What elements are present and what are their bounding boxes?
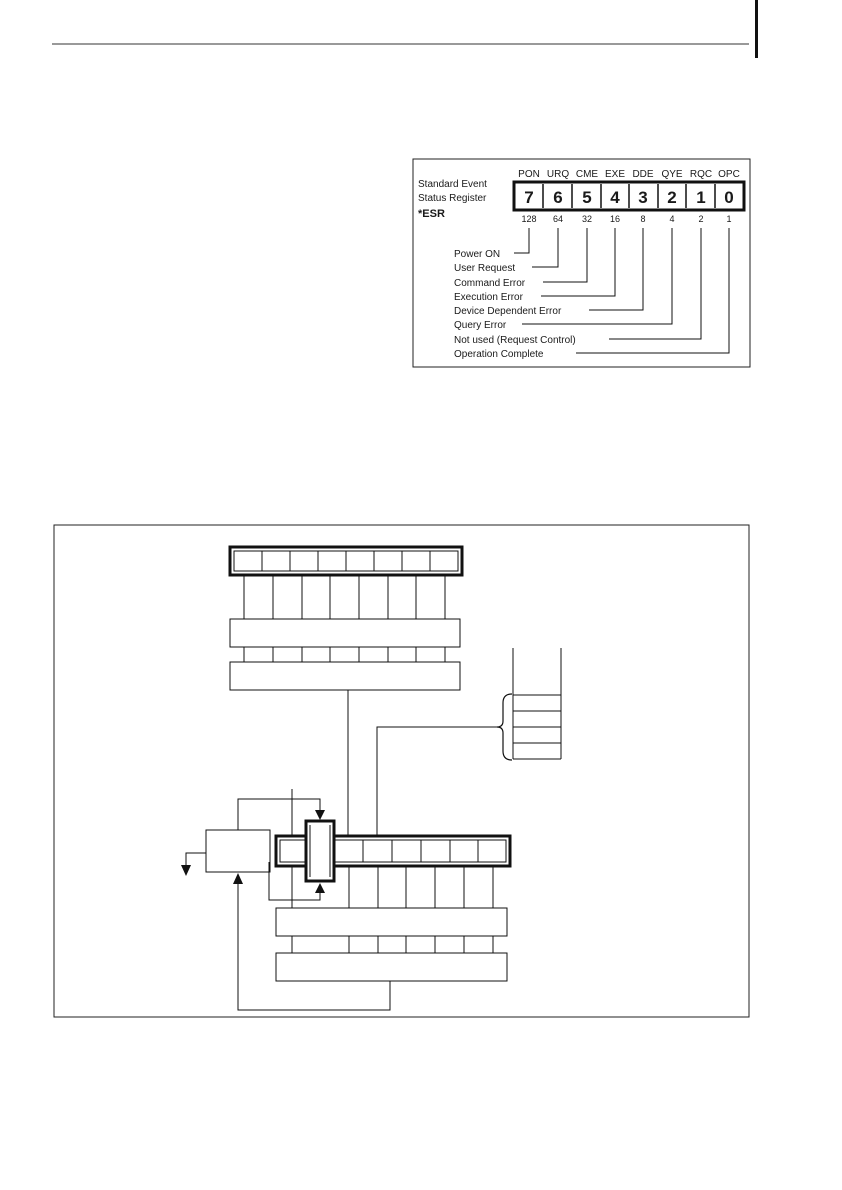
event-status-register	[230, 547, 462, 836]
esr-bit-5	[661, 169, 682, 224]
esr-bit-0	[518, 169, 540, 224]
register-bus-lines	[244, 575, 445, 619]
bit-weight: 128	[521, 214, 537, 224]
srq-output-line	[186, 853, 206, 866]
legend-user-request: User Request	[454, 263, 516, 274]
bit-number: 5	[582, 188, 592, 207]
register-model-diagram	[54, 525, 749, 1017]
and-gate-lines	[244, 647, 445, 662]
legend-operation-complete: Operation Complete	[454, 349, 544, 360]
bit-mnemonic: PON	[518, 169, 540, 180]
srq-generator-block	[206, 830, 270, 872]
esr-title-line-1: Standard Event	[418, 179, 487, 190]
bit-weight: 4	[669, 214, 675, 224]
bit-number: 2	[667, 188, 677, 207]
bit-weight: 16	[609, 214, 621, 224]
leader-line	[541, 228, 615, 296]
legend-not-used: Not used (Request Control)	[454, 335, 576, 346]
esr-bit-2	[576, 169, 599, 224]
logical-or-block	[230, 662, 460, 690]
leader-line	[514, 228, 529, 253]
arrow-head-srq	[181, 865, 191, 876]
esr-command-label: *ESR	[418, 208, 445, 220]
legend-power-on: Power ON	[454, 249, 501, 260]
bit-number: 6	[553, 188, 563, 207]
bit-weight: 2	[698, 214, 704, 224]
bit-mnemonic: EXE	[604, 169, 626, 180]
srq-and-lines	[292, 936, 493, 953]
bit-weight: 1	[726, 214, 732, 224]
leader-line	[576, 228, 729, 353]
esr-figure	[413, 159, 750, 367]
esr-bit-3	[605, 169, 625, 224]
enable-register-block	[230, 619, 460, 647]
esr-bit-4	[632, 169, 653, 224]
arrow-head-up	[315, 883, 325, 893]
bit-mnemonic: DDE	[632, 169, 654, 180]
legend-device-dependent-error: Device Dependent Error	[454, 306, 562, 317]
esr-bit-1	[547, 169, 569, 224]
queue-brace	[497, 694, 512, 760]
esr-legend	[454, 228, 729, 360]
bit-weight: 32	[581, 214, 593, 224]
arrow-head-down	[315, 810, 325, 820]
bit-weight: 8	[640, 214, 646, 224]
bit-mnemonic: RQC	[689, 169, 713, 180]
esr-bit-7	[718, 169, 740, 224]
bit-number: 0	[724, 188, 734, 207]
legend-execution-error: Execution Error	[454, 292, 523, 303]
summary-feedback-line	[238, 884, 390, 1010]
bit-weight: 64	[552, 214, 564, 224]
leader-line	[609, 228, 701, 339]
page-edge-mark	[755, 0, 758, 58]
leader-line	[589, 228, 643, 310]
legend-query-error: Query Error	[454, 320, 507, 331]
bit-mnemonic: CME	[575, 169, 599, 180]
legend-command-error: Command Error	[454, 278, 526, 289]
output-queue	[377, 648, 561, 836]
service-request-generation	[181, 789, 390, 1010]
leader-line	[543, 228, 587, 282]
arrow-head-generator	[233, 873, 243, 884]
register-cell-dividers	[262, 551, 430, 571]
srq-logical-or-block	[276, 953, 507, 981]
bit-mnemonic: QYE	[661, 169, 683, 180]
service-request-enable-block	[276, 908, 507, 936]
esr-title-line-2: Status Register	[418, 193, 487, 204]
diagram-frame	[54, 525, 749, 1017]
summary-line-mav	[377, 727, 497, 836]
bit-mnemonic: URQ	[546, 169, 570, 180]
bit-number: 3	[638, 188, 648, 207]
status-byte-register	[276, 821, 510, 981]
bit-mnemonic: OPC	[718, 169, 740, 180]
bit-number: 7	[524, 188, 534, 207]
bit-number: 1	[696, 188, 706, 207]
leader-line	[532, 228, 558, 267]
bit-number: 4	[610, 188, 620, 207]
esr-bit-6	[690, 169, 712, 224]
